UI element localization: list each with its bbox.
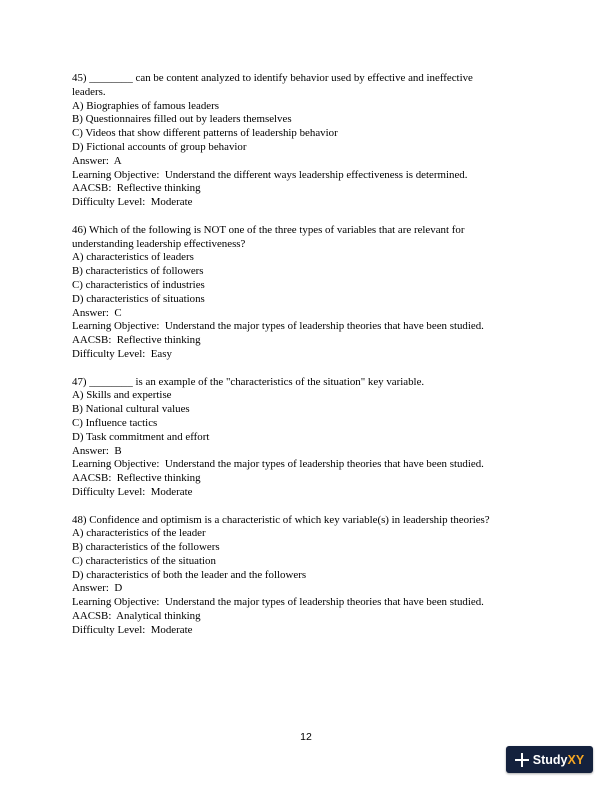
question-45 — [72, 72, 542, 210]
question-48-aacsb: AACSB: Analytical thinking — [72, 610, 201, 623]
question-46-aacsb: AACSB: Reflective thinking — [72, 334, 201, 347]
question-47-option-d: D) Task commitment and effort — [72, 430, 210, 443]
question-45-answer: Answer: A — [72, 154, 122, 167]
question-48-option-b: B) characteristics of the followers — [72, 541, 220, 554]
question-46-answer: Answer: C — [72, 306, 122, 319]
question-45-option-d: D) Fictional accounts of group behavior — [72, 140, 247, 153]
question-47-option-a: A) Skills and expertise — [72, 389, 172, 402]
question-46-option-d: D) characteristics of situations — [72, 292, 205, 305]
question-48 — [72, 514, 542, 638]
question-46-option-c: C) characteristics of industries — [72, 278, 205, 291]
question-45-option-a: A) Biographies of famous leaders — [72, 99, 219, 112]
question-47 — [72, 376, 542, 500]
question-47-stem: 47) ________ is an example of the "characteristics of the situation" key variable. — [72, 375, 425, 388]
question-48-stem: 48) Confidence and optimism is a characteristic of which key variable(s) in leadership theories? — [72, 513, 490, 526]
question-46-difficulty: Difficulty Level: Easy — [72, 347, 172, 360]
page-number: 12 — [300, 731, 312, 743]
question-47-difficulty: Difficulty Level: Moderate — [72, 485, 193, 498]
question-45-stem-line-2: leaders. — [72, 85, 106, 98]
question-46-learning-objective: Learning Objective: Understand the major types of leadership theories that have been studied. — [72, 320, 484, 333]
question-45-stem-line-1: 45) ________ can be content analyzed to identify behavior used by effective and ineffective — [72, 72, 473, 84]
question-45-learning-objective: Learning Objective: Understand the different ways leadership effectiveness is determined. — [72, 168, 468, 181]
question-48-difficulty: Difficulty Level: Moderate — [72, 623, 193, 636]
question-45-option-c: C) Videos that show different patterns of leadership behavior — [72, 127, 338, 140]
question-47-option-c: C) Influence tactics — [72, 416, 158, 429]
studyxy-badge[interactable] — [506, 746, 593, 773]
question-45-difficulty: Difficulty Level: Moderate — [72, 196, 193, 209]
question-46-option-b: B) characteristics of followers — [72, 265, 204, 278]
question-47-learning-objective: Learning Objective: Understand the major types of leadership theories that have been studied. — [72, 458, 484, 471]
question-46 — [72, 224, 542, 362]
question-46-stem-line-1: 46) Which of the following is NOT one of the three types of variables that are relevant for — [72, 223, 465, 236]
question-47-answer: Answer: B — [72, 444, 122, 457]
question-48-option-c: C) characteristics of the situation — [72, 554, 216, 567]
question-47-option-b: B) National cultural values — [72, 403, 190, 416]
question-45-aacsb: AACSB: Reflective thinking — [72, 182, 201, 195]
question-45-option-b: B) Questionnaires filled out by leaders themselves — [72, 113, 292, 126]
document-body — [72, 72, 542, 651]
badge-text-xy: XY — [567, 752, 585, 767]
question-48-answer: Answer: D — [72, 582, 123, 595]
plus-cross-icon — [515, 753, 529, 767]
question-46-option-a: A) characteristics of leaders — [72, 251, 194, 264]
question-48-option-d: D) characteristics of both the leader and the followers — [72, 568, 307, 581]
question-48-option-a: A) characteristics of the leader — [72, 527, 206, 540]
question-47-aacsb: AACSB: Reflective thinking — [72, 472, 201, 485]
badge-text-study: Study — [532, 752, 568, 767]
question-48-learning-objective: Learning Objective: Understand the major types of leadership theories that have been studied. — [72, 596, 484, 609]
question-46-stem-line-2: understanding leadership effectiveness? — [72, 237, 246, 250]
